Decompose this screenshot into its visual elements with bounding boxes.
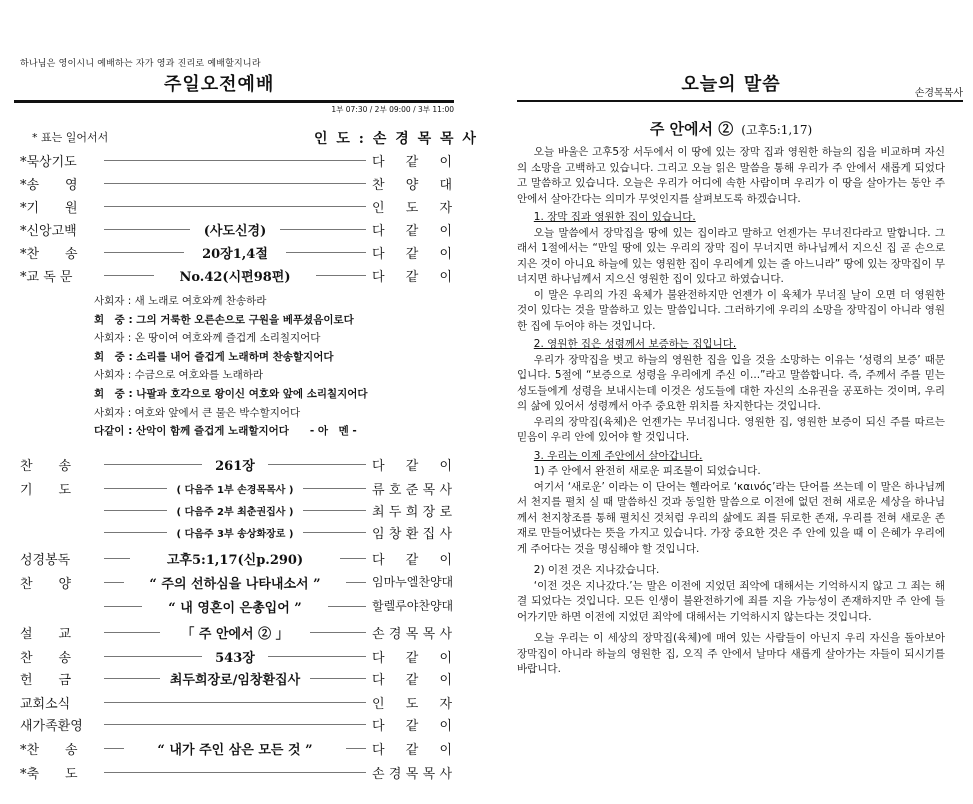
order2-row — [14, 620, 454, 642]
order-item: 고후5:1,17(신p.290) — [166, 553, 304, 568]
name-char: 이 — [439, 459, 452, 474]
leader-line — [104, 582, 124, 583]
sermon-paragraph — [517, 337, 945, 353]
leader-line — [104, 275, 154, 276]
order2-row — [14, 760, 454, 782]
name-char: 사 — [439, 767, 452, 782]
sermon-paragraph: 1) 주 안에서 완전히 새로운 피조물이 되었습니다. — [533, 465, 761, 477]
name-char: 같 — [405, 553, 419, 568]
sermon-paragraph: 오늘 바울은 고후5장 서두에서 이 땅에 있는 장막 집과 영원한 하늘의 집을 비교하며 자신의 소망을 고백하고 있습니다. 그리고 오늘 읽은 말씀을 통해 우리가 주 안에서 새롭게 되었다고 말씀하고 있습니다. 오늘은 우리가 어디에 속한 사람이며 우리가 이 땅을 살아가는 동안 주 안에서 살아간다는 의미가 무엇인지를 살펴보도록 하겠습니다. — [517, 146, 945, 205]
order-label: *찬 송 — [20, 247, 78, 262]
name-char: 사 — [439, 627, 452, 642]
leader-line — [104, 748, 124, 749]
name-char: 다 — [372, 719, 385, 734]
order-item: ( 다음주 3부 송상화장로 ) — [176, 529, 294, 540]
leader-line — [316, 275, 366, 276]
name-char: 다 — [372, 673, 385, 688]
name-char: 같 — [405, 270, 419, 285]
name-char: 목 — [405, 627, 419, 642]
order-leader-name — [372, 174, 452, 193]
sermon-subheading: 1. 장막 집과 영원한 집이 있습니다. — [533, 211, 696, 223]
name-char: 목 — [422, 767, 436, 782]
name-char: 이 — [439, 224, 452, 239]
name-char: 목 — [422, 627, 436, 642]
order2-row — [14, 476, 454, 498]
name-char: 사 — [439, 483, 452, 498]
sermon-paragraph: 여기서 ‘새로운’ 이라는 이 단어는 헬라어로 ‘καινός’라는 단어를 쓰는데 이 말은 하나님께서 천지를 펼치 실 때 말씀하신 것과 동일한 말씀으로 이전에 없던 전혀 새로운 세상을 하나님께서 천지창조를 통해 펼치신 것처럼 우리의 삶에도 죄를 뒤로한 존재, 우리를 전혀 새로운 존재로 만들어냈다는 뜻을 가지고 있습니다. 가장 중요한 것은 주 안에 있을 때 이 은혜가 우리에게 주어다는 것을 명심해야 할 것입니다. — [517, 480, 945, 555]
leader-line — [346, 582, 366, 583]
name-char: 같 — [405, 247, 419, 262]
name-char: 같 — [405, 743, 419, 758]
order-item: “ 내 영혼이 은총입어 ” — [168, 601, 302, 616]
order1-row — [14, 148, 454, 170]
leader-line — [104, 464, 202, 465]
order-leader-name — [372, 647, 452, 666]
order2-row — [14, 452, 454, 474]
order-item: 20장1,4절 — [202, 247, 268, 262]
order-label: 헌 금 — [20, 673, 72, 688]
standing-note-row — [14, 126, 478, 148]
name-char: 인 — [372, 201, 385, 216]
leader-line — [104, 678, 160, 679]
leader-line — [328, 606, 366, 607]
order-item: 최두희장로/임창환집사 — [169, 673, 301, 688]
leader-line — [104, 252, 184, 253]
order-label: *축 도 — [20, 767, 78, 782]
order2-row — [14, 712, 454, 734]
order-label: 새가족환영 — [20, 719, 83, 734]
order2-row — [14, 644, 454, 666]
order-leader-name — [372, 501, 452, 520]
order-label: *묵상기도 — [20, 155, 77, 170]
leader-line — [104, 702, 366, 703]
name-char: 호 — [388, 483, 402, 498]
sermon-paragraph: 이 말은 우리의 가진 육체가 불완전하지만 언젠가 이 육체가 무너질 날이 오면 더 영원한 것이 있다는 것을 말씀하고 있는 말씀입니다. 그러하기에 우리의 소망을 장막집이 아니라 영원한 집에 두어야 하는 것입니다. — [517, 288, 945, 332]
order2-row — [14, 546, 454, 568]
order1-row — [14, 263, 454, 285]
title-rule — [14, 100, 454, 103]
order-label: 찬 송 — [20, 651, 72, 666]
responsive-line: 사회자 : 여호와 앞에서 큰 물은 박수할지어다 — [94, 406, 301, 419]
order-label: *기 원 — [20, 201, 78, 216]
sermon-body — [517, 145, 945, 678]
name-char: 집 — [422, 527, 436, 542]
name-char: 손 — [372, 767, 385, 782]
order-label: 교회소식 — [20, 697, 71, 712]
leader-line — [268, 656, 366, 657]
sermon-subheading: 2. 영원한 집은 성령께서 보증하는 집입니다. — [533, 338, 737, 350]
leader-line — [104, 558, 130, 559]
name-char: 최 — [372, 505, 385, 520]
order-label: 찬 양 — [20, 577, 72, 592]
name-char: 이 — [439, 673, 452, 688]
choir-name: 할렐루야찬양대 — [372, 599, 454, 613]
name-char: 대 — [439, 178, 452, 193]
responsive-line: 사회자 : 온 땅이여 여호와께 즐겁게 소리칠지어다 — [94, 332, 321, 345]
name-char: 창 — [388, 527, 402, 542]
name-char: 사 — [439, 527, 452, 542]
order1-row — [14, 194, 454, 216]
name-char: 로 — [439, 505, 452, 520]
order-leader-name — [372, 739, 452, 758]
order2-row — [14, 570, 454, 592]
leader-line — [104, 183, 366, 184]
sermon-title: 주 안에서 ② — [649, 120, 734, 138]
order-leader-name — [372, 151, 452, 170]
responsive-line: 사회자 : 수금으로 여호와를 노래하라 — [94, 369, 264, 382]
leader-line — [268, 464, 366, 465]
name-char: 류 — [372, 483, 385, 498]
order-label: *송 영 — [20, 178, 78, 193]
order-item: 「 주 안에서 ② 」 — [181, 627, 289, 642]
sermon-paragraph: 2) 이전 것은 지나갔습니다. — [533, 564, 660, 576]
leader-line — [104, 724, 366, 725]
name-char: 이 — [439, 719, 452, 734]
sermon-page-title: 오늘의 말씀 — [681, 74, 781, 95]
order-label: *찬 송 — [20, 743, 78, 758]
order-item: 543장 — [215, 651, 255, 666]
name-char: 장 — [422, 505, 436, 520]
name-char: 희 — [405, 505, 419, 520]
order1-row — [14, 240, 454, 262]
name-char: 같 — [405, 459, 419, 474]
leader-line — [303, 488, 366, 489]
order-label: 성경봉독 — [20, 553, 71, 568]
service-title: 주일오전예배 — [164, 74, 275, 95]
leader-line — [310, 678, 366, 679]
order1-row — [14, 217, 454, 239]
leader-line — [104, 160, 366, 161]
leader-line — [104, 488, 167, 489]
responsive-line: 사회자 : 새 노래로 여호와께 찬송하라 — [94, 295, 267, 307]
order2-row — [14, 690, 454, 712]
name-char: 인 — [372, 697, 385, 712]
name-char: 다 — [372, 459, 385, 474]
name-char: 자 — [439, 697, 452, 712]
name-char: 다 — [372, 155, 385, 170]
order-leader-name — [372, 455, 452, 474]
name-char: 이 — [439, 155, 452, 170]
name-char: 도 — [405, 201, 419, 216]
order-of-worship-page — [14, 0, 478, 804]
name-char: 이 — [439, 247, 452, 262]
name-char: 다 — [372, 270, 385, 285]
name-char: 손 — [372, 627, 385, 642]
leader-line — [104, 656, 202, 657]
responsive-line: 회 중 : 소리를 내어 즐겁게 노래하며 찬송할지어다 — [94, 350, 334, 363]
order2-row — [14, 498, 454, 520]
choir-name: 임마누엘찬양대 — [372, 575, 454, 589]
sermon-title-rule — [517, 100, 963, 102]
leader-line — [104, 510, 167, 511]
name-char: 다 — [372, 553, 385, 568]
order-leader-name — [372, 693, 452, 712]
order-leader-name — [372, 623, 452, 642]
sermon-page — [517, 0, 963, 804]
order-leader-name — [372, 715, 452, 734]
name-char: 같 — [405, 224, 419, 239]
name-char: 양 — [405, 178, 419, 193]
leader-line — [310, 632, 366, 633]
order-label: *교 독 문 — [20, 270, 73, 285]
leader-line — [104, 632, 160, 633]
name-char: 준 — [405, 483, 419, 498]
leader-line — [104, 606, 142, 607]
name-char: 다 — [372, 247, 385, 262]
leader-line — [303, 532, 366, 533]
order-leader-name — [372, 549, 452, 568]
service-times: 1부 07:30 / 2부 09:00 / 3부 11:00 — [331, 105, 454, 114]
leader-line — [104, 532, 167, 533]
leader-line — [346, 748, 366, 749]
sermon-paragraph: 우리의 장막집(육체)은 언젠가는 무너집니다. 영원한 집, 영원한 보증이 되신 주를 따르는 믿음이 우리 안에 있어야 할 것입니다. — [517, 415, 945, 443]
order-item: (사도신경) — [203, 224, 267, 239]
order-leader-name — [372, 220, 452, 239]
motto: 하나님은 영이시니 예배하는 자가 영과 진리로 예배할지니라 — [20, 59, 261, 69]
order-leader-name — [372, 197, 452, 216]
order-label: 기 도 — [20, 483, 72, 498]
order-leader-name — [372, 266, 452, 285]
order-label: 설 교 — [20, 627, 72, 642]
sermon-paragraph: ‘이전 것은 지나갔다.’는 말은 이전에 지었던 죄악에 대해서는 기억하시지 않고 그 죄는 해결 되었다는 것입니다. 모든 인생이 불완전하기에 죄를 지을 가능성이 존재하지만 주 안에 들어가기만 하면 이전에 지었던 죄악에 대해서는 기억하시지 않는다는 것입니다. — [517, 579, 945, 623]
sermon-subheading: 3. 우리는 이제 주안에서 살아갑니다. — [533, 449, 703, 462]
name-char: 같 — [405, 651, 419, 666]
order-leader-name — [372, 523, 452, 542]
leader-line — [104, 229, 190, 230]
sermon-reference: (고후5:1,17) — [741, 123, 813, 137]
leader-line — [303, 510, 366, 511]
name-char: 다 — [372, 743, 385, 758]
name-char: 경 — [388, 627, 402, 642]
sermon-author: 손경목목사 — [914, 88, 963, 99]
order-item: “ 주의 선하심을 나타내소서 ” — [149, 577, 321, 592]
order-item: 261장 — [215, 459, 255, 474]
order-item: ( 다음주 2부 최춘권집사 ) — [176, 507, 294, 518]
name-char: 이 — [439, 743, 452, 758]
name-char: 이 — [439, 270, 452, 285]
order-leader-name — [372, 479, 452, 498]
leader-line — [340, 558, 366, 559]
name-char: 같 — [405, 155, 419, 170]
order-leader-name — [372, 763, 452, 782]
sermon-paragraph: 우리가 장막집을 벗고 하늘의 영원한 집을 입을 것을 소망하는 이유는 ‘성령의 보증’ 때문입니다. 5절에 “보증으로 성령을 우리에게 주신 이...”라고 말씀합니다. 즉, 주께서 주를 믿는 성도들에게 성령을 보내시는데 이것은 성도들에 대한 자신의 소유권을 공포하는 것이며, 우리의 삶에 있어서 성령께서 아주 중요한 위치를 차지한다는 것입니다. — [517, 353, 945, 412]
order-label: *신앙고백 — [20, 224, 77, 239]
sermon-paragraph — [517, 449, 945, 465]
sermon-heading — [517, 118, 945, 139]
order2-row — [14, 736, 454, 758]
name-char: 목 — [405, 767, 419, 782]
responsive-line: 회 중 : 나팔과 호각으로 왕이신 여호와 앞에 소리칠지어다 — [94, 388, 368, 400]
responsive-line: 다같이 : 산악이 함께 즐겁게 노래할지어다 - 아 멘 - — [94, 425, 357, 438]
order-label: 찬 송 — [20, 459, 72, 474]
order2-row — [14, 520, 454, 542]
sermon-paragraph — [517, 210, 945, 226]
name-char: 같 — [405, 719, 419, 734]
name-char: 다 — [372, 651, 385, 666]
order-leader-name — [372, 243, 452, 262]
name-char: 이 — [439, 553, 452, 568]
standing-note: * 표는 일어서서 — [32, 131, 109, 144]
name-char: 다 — [372, 224, 385, 239]
name-char: 찬 — [372, 178, 385, 193]
sermon-paragraph: 오늘 우리는 이 세상의 장막집(육체)에 매여 있는 사람들이 아닌지 우리 자신을 돌아보아 장막집이 아니라 하늘의 영원한 집, 오직 주 안에서 날마다 새롭게 살아가는 자들이 되시기를 바랍니다. — [517, 632, 945, 675]
responsive-line: 회 중 : 그의 거룩한 오른손으로 구원을 베푸셨음이로다 — [94, 313, 354, 326]
leader-line — [280, 229, 366, 230]
name-char: 같 — [405, 673, 419, 688]
sermon-paragraph: 오늘 말씀에서 장막집을 땅에 있는 집이라고 말하고 언젠가는 무너진다라고 말합니다. 그래서 1절에서는 “만일 땅에 있는 우리의 장막 집이 무너지면 하나님께서 지으신 집 곧 손으로 지은 것이 아니요 하늘에 있는 영원한 집이 우리에게 있는 줄 아느니라” 땅에 있는 장막집이 무너지면 하나님께서 지으신 영원한 집이 있다고 하였습니다. — [517, 226, 945, 285]
order-item: “ 내가 주인 삼은 모든 것 ” — [157, 743, 313, 758]
order-item: ( 다음주 1부 손경목목사 ) — [176, 485, 294, 496]
name-char: 도 — [405, 697, 419, 712]
order2-row — [14, 594, 454, 616]
leader-line — [104, 772, 366, 773]
name-char: 목 — [422, 483, 436, 498]
name-char: 경 — [388, 767, 402, 782]
name-char: 자 — [439, 201, 452, 216]
name-char: 이 — [439, 651, 452, 666]
name-char: 환 — [405, 527, 419, 542]
order-leader-name — [372, 669, 452, 688]
leader-line — [104, 206, 366, 207]
order-item: No.42(시편98편) — [179, 270, 291, 285]
order2-row — [14, 666, 454, 688]
name-char: 임 — [372, 527, 385, 542]
officiant: 인 도 : 손 경 목 목 사 — [314, 131, 478, 147]
leader-line — [286, 252, 366, 253]
name-char: 두 — [388, 505, 402, 520]
order1-row — [14, 171, 454, 193]
